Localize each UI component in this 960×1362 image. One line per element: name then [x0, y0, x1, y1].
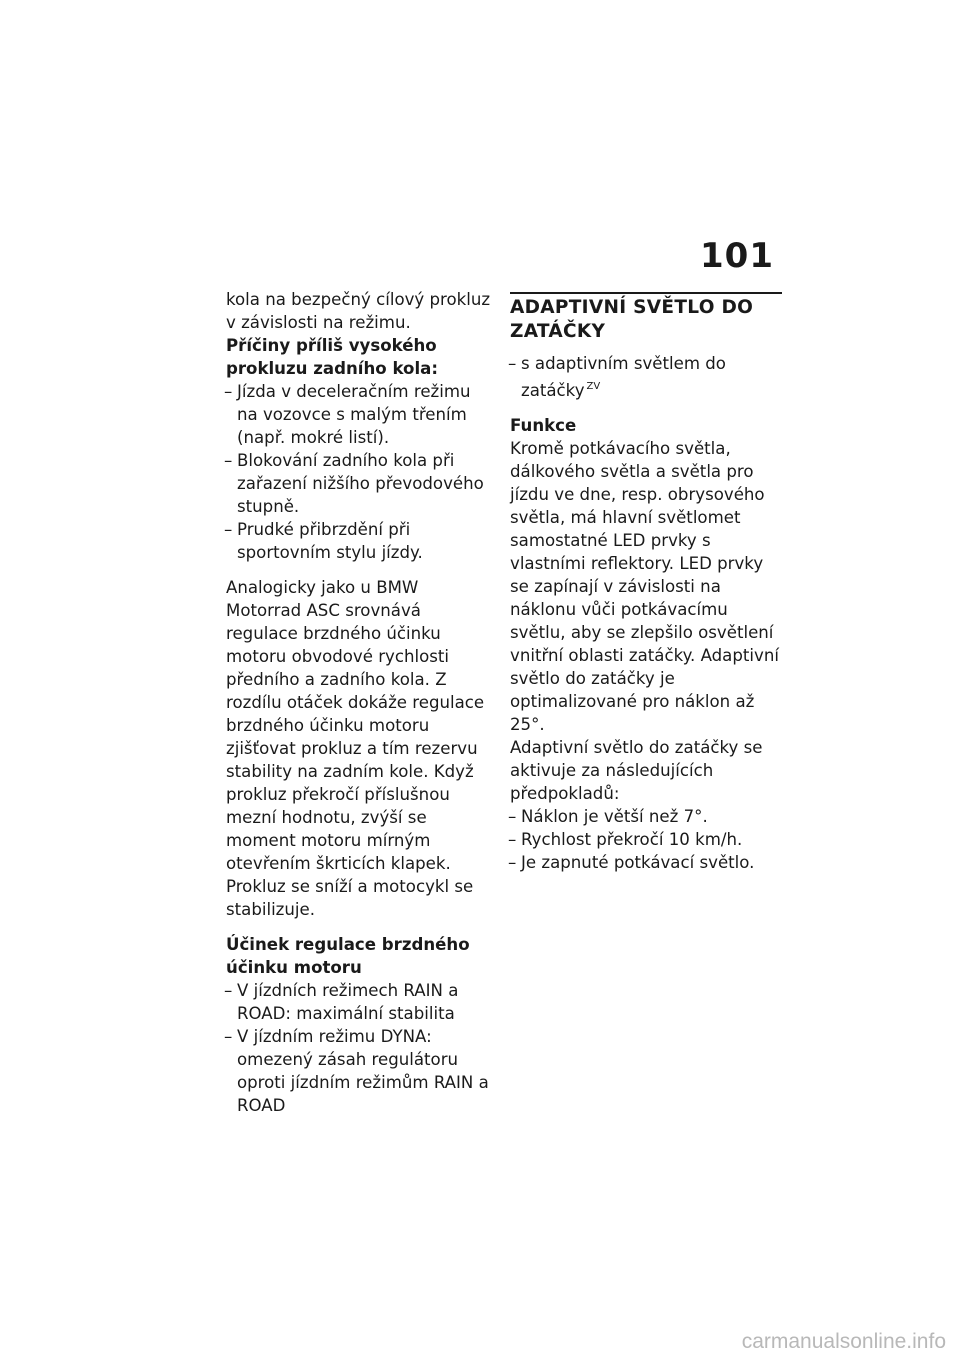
- function-paragraph: Kromě potkávacího světla, dálkového světla a světla pro jízdu ve dne, resp. obrysového světla, má hlavní světlomet samostatné LED prvky s vlastními reflektory. LED prvky se zapínají v závislosti na náklonu vůči potkávacímu světlu, aby se zlepšilo osvětlení vnitřní oblasti zatáčky. Adaptivní světlo do zatáčky je optimalizované pro náklon až 25°.: [510, 439, 779, 734]
- list-item: – V jízdních režimech RAIN a ROAD: maximální stabilita: [226, 979, 496, 1025]
- list-item: – Rychlost překročí 10 km/h.: [510, 828, 782, 851]
- analog-paragraph: Analogicky jako u BMW Motorrad ASC srovnává regulace brzdného účinku motoru obvodové rychlosti předního a zadního kola. Z rozdílu otáček dokáže regulace brzdného účinku motoru zjišťovat prokluz a tím rezervu stability na zadním kole. Když prokluz překročí příslušnou mezní hodnotu, zvýší se moment motoru mírným otevřením škrticích klapek. Prokluz se sníží a motocykl se stabilizuje.: [226, 578, 485, 919]
- causes-heading: Příčiny příliš vysokého prokluzu zadního kola:: [226, 336, 438, 378]
- list-item: [510, 352, 782, 402]
- list-item: – Jízda v deceleračním režimu na vozovce s malým třením (např. mokré listí).: [226, 380, 496, 449]
- list-item: – Blokování zadního kola při zařazení nižšího převodového stupně.: [226, 449, 496, 518]
- conditions-list: [510, 805, 782, 874]
- option-superscript: ZV: [586, 381, 601, 392]
- watermark-footer: carmanualsonline.info: [741, 1330, 946, 1353]
- left-column: [226, 288, 496, 1117]
- list-item: – Náklon je větší než 7°.: [510, 805, 782, 828]
- effects-list: [226, 979, 496, 1117]
- activation-paragraph: Adaptivní světlo do zatáčky se aktivuje za následujících předpokladů:: [510, 738, 763, 803]
- option-text: s adaptivním světlem do zatáčky: [521, 354, 726, 400]
- effect-heading: Účinek regulace brzdného účinku motoru: [226, 935, 470, 977]
- intro-paragraph: kola na bezpečný cílový prokluz v závislosti na režimu.: [226, 290, 491, 332]
- list-item: – Je zapnuté potkávací světlo.: [510, 851, 782, 874]
- section-rule: [510, 292, 782, 344]
- list-item: – Prudké přibrzdění při sportovním stylu jízdy.: [226, 518, 496, 564]
- right-column: [510, 288, 782, 874]
- option-list: [510, 352, 782, 402]
- list-item: – V jízdním režimu DYNA: omezený zásah regulátoru oproti jízdním režimům RAIN a ROAD: [226, 1025, 496, 1117]
- causes-list: [226, 380, 496, 564]
- page-number: 101: [700, 236, 774, 276]
- function-heading: Funkce: [510, 416, 577, 435]
- section-title: ADAPTIVNÍ SVĚTLO DO ZATÁČKY: [510, 297, 754, 342]
